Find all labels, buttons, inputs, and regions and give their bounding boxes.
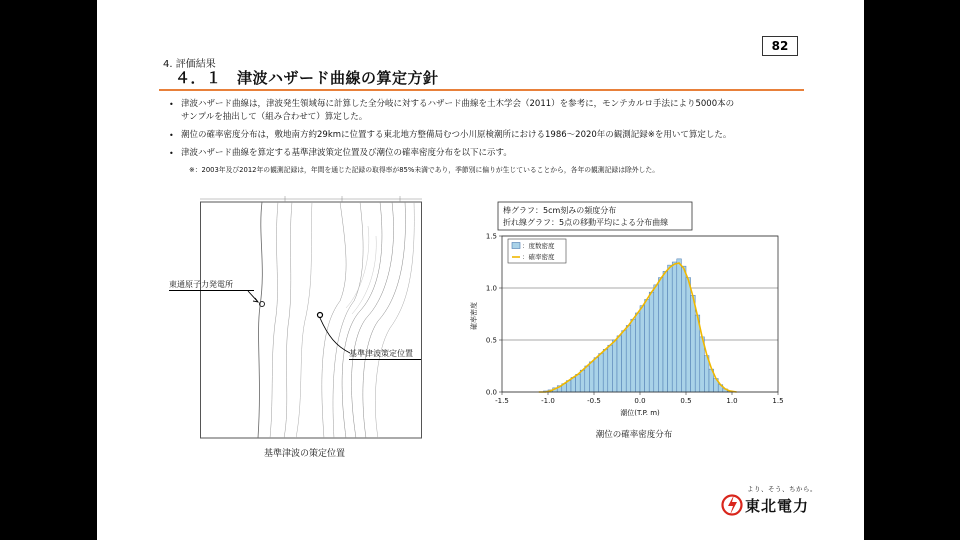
bar — [626, 325, 631, 392]
bar — [617, 336, 622, 392]
list-item — [169, 129, 809, 142]
x-axis-label: 潮位(T.P. m) — [620, 409, 660, 417]
map-caption: 基準津波の策定位置 — [264, 449, 346, 459]
bar — [589, 362, 594, 392]
title-divider — [159, 89, 804, 91]
plant-label-underline — [169, 290, 254, 291]
bar — [580, 370, 585, 392]
y-tick-label: 0.0 — [485, 388, 497, 397]
plant-label: 東通原子力発電所 — [169, 280, 233, 289]
bar — [691, 295, 696, 392]
bar — [677, 259, 682, 392]
bar — [576, 374, 581, 392]
logo-name: 東北電力 — [745, 497, 810, 515]
bar — [686, 278, 691, 392]
x-tick-label: -0.5 — [587, 397, 601, 405]
bullet-text: 潮位の確率密度分布は，敷地南方約29kmに位置する東北地方整備局むつ小川原検潮所における1986～2020年の観測記録※を用いて算定した。 — [181, 130, 732, 140]
bar — [631, 319, 636, 392]
bar — [622, 331, 627, 392]
bathymetry-map — [200, 196, 422, 439]
page-number: 82 — [762, 36, 798, 56]
slide — [97, 0, 864, 540]
chart-title: 潮位の確率密度分布 — [595, 430, 673, 440]
bar — [571, 377, 576, 392]
chart-info-line-2: 折れ線グラフ：5点の移動平均による分布曲線 — [503, 218, 669, 227]
list-item — [169, 147, 809, 160]
point-label: 基準津波策定位置 — [349, 349, 413, 358]
bar — [599, 354, 604, 392]
y-axis-label: 確率密度 — [470, 302, 478, 330]
x-tick-label: -1.5 — [495, 397, 509, 405]
bar — [654, 285, 659, 392]
point-label-underline — [349, 359, 421, 360]
legend-curve-label: ：確率密度 — [522, 253, 555, 261]
x-tick-label: 0.5 — [680, 397, 692, 405]
bullet-text: 津波ハザード曲線は，津波発生領域毎に計算した全分岐に対するハザード曲線を土木学会（2011）を参考に，モンテカルロ手法により5000本の — [181, 99, 735, 109]
bar — [672, 262, 677, 392]
bar — [681, 266, 686, 392]
logo-tagline: より、そう、ちから。 — [747, 485, 817, 493]
bar — [668, 265, 673, 392]
legend-bar-swatch — [512, 243, 520, 249]
footnote: ※：2003年及び2012年の観測記録は，年間を通じた記録の取得率が85%未満であり，季節別に偏りが生じていることから，各年の観測記録は除外した。 — [189, 166, 660, 174]
bar — [608, 345, 613, 392]
page-title: ４．１ 津波ハザード曲線の算定方針 — [175, 69, 439, 87]
bullet-dot: • — [169, 100, 174, 109]
bullet-list — [169, 98, 809, 177]
chart-info-line-1: 棒グラフ：5cm刻みの頻度分布 — [503, 206, 617, 215]
legend-bar-label: ：度数密度 — [522, 242, 555, 250]
bar — [645, 299, 650, 392]
x-tick-label: 1.5 — [772, 397, 784, 405]
x-tick-label: 1.0 — [726, 397, 738, 405]
bar — [658, 278, 663, 392]
bar — [649, 292, 654, 392]
bar — [603, 349, 608, 392]
x-tick-label: 0.0 — [634, 397, 646, 405]
bullet-dot: • — [169, 149, 174, 158]
y-tick-label: 1.0 — [485, 284, 497, 293]
tide-density-chart — [462, 198, 802, 446]
bullet-text: 津波ハザード曲線を算定する基準津波策定位置及び潮位の確率密度分布を以下に示す。 — [181, 148, 512, 158]
bullet-text: サンプルを抽出して（組み合わせて）算定した。 — [181, 112, 368, 122]
x-tick-label: -1.0 — [541, 397, 555, 405]
bar — [612, 340, 617, 392]
section-label: 4. 評価結果 — [163, 59, 216, 70]
bar — [635, 313, 640, 392]
bar — [585, 366, 590, 392]
bar — [640, 306, 645, 392]
y-tick-label: 1.5 — [485, 232, 497, 241]
list-item — [169, 98, 809, 124]
bar — [663, 271, 668, 392]
bullet-dot: • — [169, 131, 174, 140]
y-tick-label: 0.5 — [485, 336, 497, 345]
bar — [594, 358, 599, 392]
